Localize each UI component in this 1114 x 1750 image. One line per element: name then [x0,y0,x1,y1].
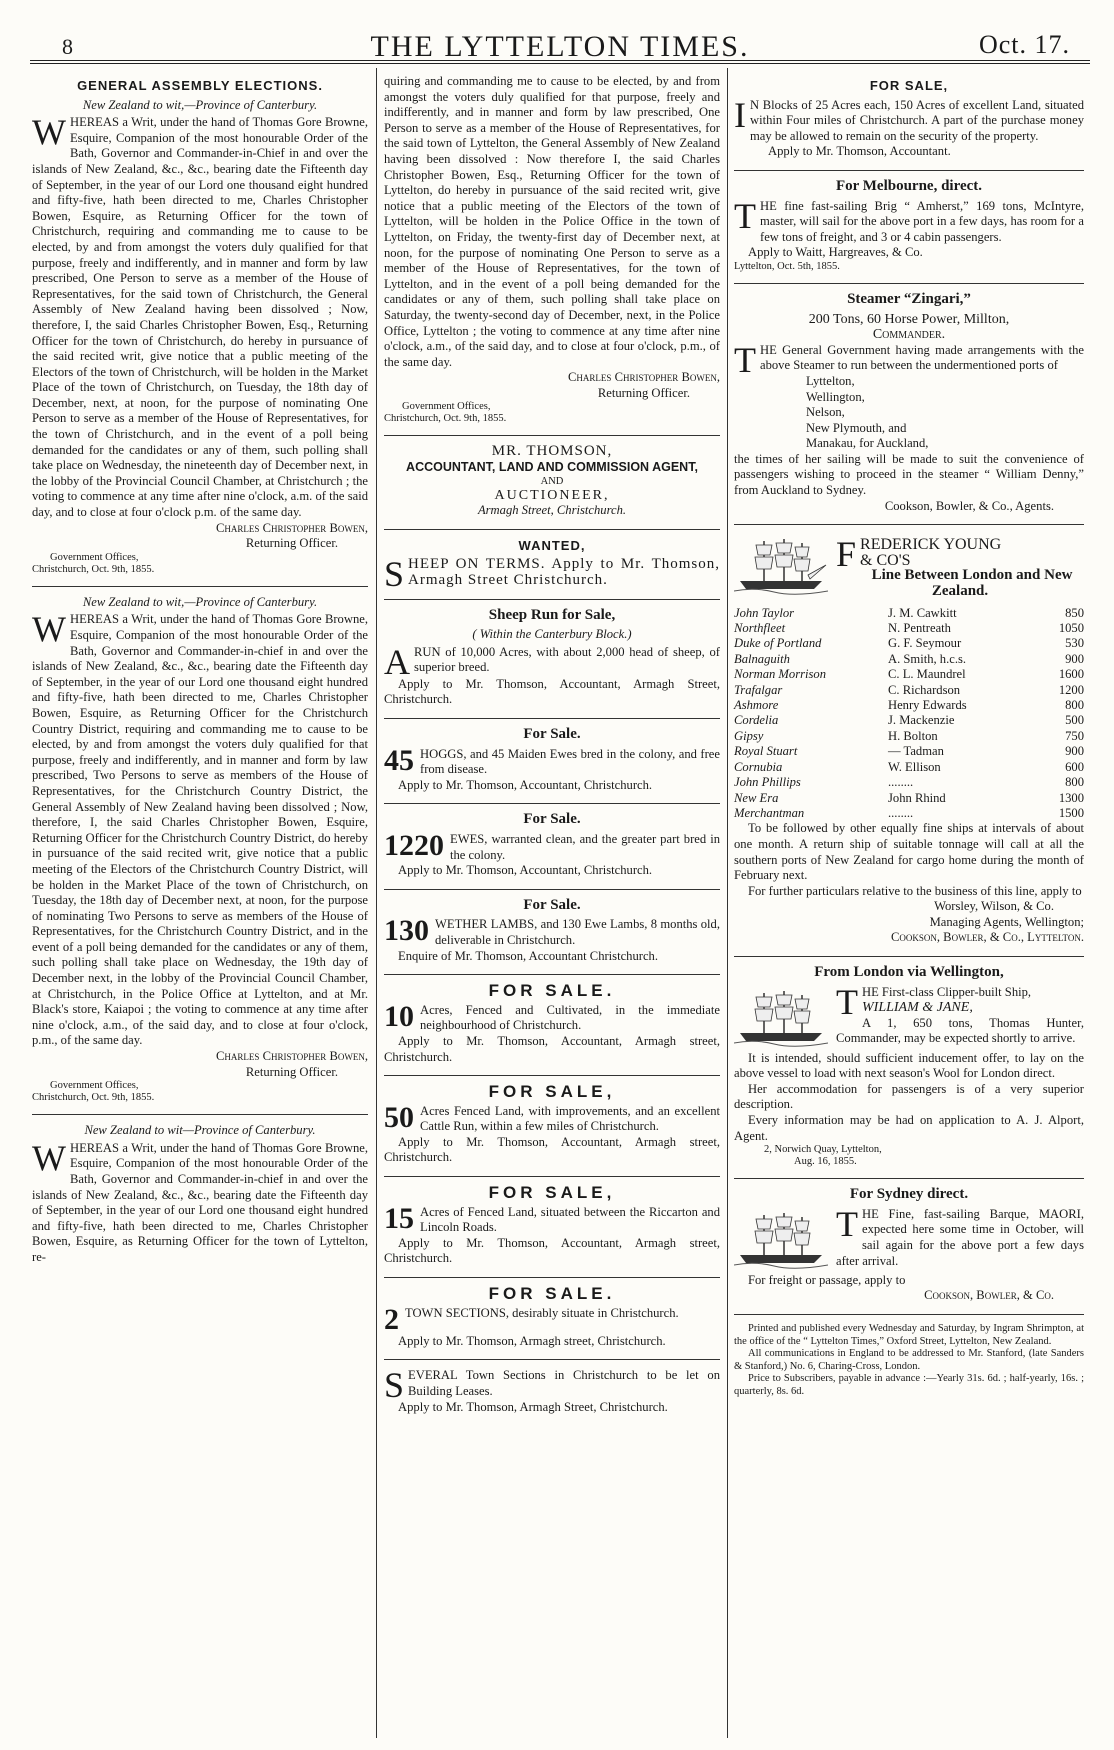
fleet-tonnage: 800 [1065,698,1084,713]
fleet-master: ........ [888,805,914,820]
fleet-tonnage: 500 [1065,713,1084,728]
fleet-table [734,606,1084,822]
column-2 [384,74,720,1426]
ad-heading: FOR SALE, [869,78,949,93]
fleet-master: ........ [888,775,914,790]
fleet-ship-name: Gipsy [734,728,764,743]
port-item: Wellington, [806,389,865,404]
ship-name: WILLIAM & JANE, [862,1000,973,1016]
ad-sheep-run [384,608,720,708]
fleet-tonnage: 900 [1065,651,1084,666]
masthead-rule [30,60,1090,61]
ad-apply: Apply to Mr. Thomson, Armagh street, Christchurch. [398,1333,666,1348]
section-heading: GENERAL ASSEMBLY ELECTIONS. [77,78,323,93]
ad-melbourne [734,179,1084,273]
divider [734,1314,1084,1315]
agent-role: ACCOUNTANT, LAND AND COMMISSION AGENT, [406,460,698,475]
fleet-tonnage: 850 [1065,605,1084,620]
fleet-master: J. M. Cawkitt [888,605,957,620]
fleet-tonnage: 1050 [1058,621,1084,636]
line-company: & CO'S [860,551,911,569]
drop-cap: W [32,1137,66,1178]
fleet-row [734,744,1084,759]
signature-title: Returning Officer. [597,385,690,400]
and-text: AND [540,475,564,487]
agent-line: Worsley, Wilson, & Co. [934,899,1054,914]
fleet-ship-name: Royal Stuart [734,744,798,759]
ad-50-acres [384,1084,720,1166]
ad-heading: FOR SALE, [488,1183,616,1203]
fleet-ship-name: Trafalgar [734,682,783,697]
ad-apply: Apply to Mr. Thomson, Accountant, Armagh street, Christchurch. [384,1235,720,1266]
signature-title: Returning Officer. [245,1064,338,1079]
notice-subheading: New Zealand to wit,—Province of Canterbury. [82,594,318,609]
divider [384,889,720,890]
drop-cap: S [384,1365,405,1406]
fleet-master: C. L. Maundrel [888,667,966,682]
column-3 [734,74,1084,1398]
ad-wether-lambs [384,898,720,964]
port-list [734,374,1084,452]
divider [384,529,720,530]
ad-body: To be followed by other equally fine ships at intervals of about one month. A return ship of suitable tonnage will call at all the southern ports of New Zealand for cargo home during the month of February next. [734,821,1084,883]
office-date: Christchurch, Oct. 9th, 1855. [32,1092,155,1104]
fleet-master: — Tadman [888,744,944,759]
ad-body: TOWN SECTIONS, desirably situate in Christchurch. [405,1305,679,1320]
ad-heading: Steamer “Zingari,” [847,290,971,307]
fleet-master: J. Mackenzie [888,713,955,728]
election-notice-christchurch [32,98,368,576]
fleet-master: W. Ellison [888,759,941,774]
ad-body: Acres Fenced Land, with improvements, and an excellent Cattle Run, within a few miles of Christchurch. [420,1103,720,1134]
ad-body: HOGGS, and 45 Maiden Ewes bred in the colony, and free from disease. [420,746,720,777]
fleet-row [734,606,1084,621]
agent-line: Managing Agents, Wellington; [929,914,1084,929]
ad-sydney [734,1187,1084,1304]
ad-body-2: the times of her sailing will be made to suit the convenience of passengers wishing to proceed in the steamer “ William Denny,” from Auckland to Sydney. [734,451,1084,498]
ad-date: Lyttelton, Oct. 5th, 1855. [734,260,840,272]
fleet-ship-name: Northfleet [734,621,786,636]
election-notice-country [32,595,368,1104]
agent-line: Cookson, Bowler, & Co., Lyttelton. [890,930,1084,945]
imprint-line: All communications in England to be addressed to Mr. Stanford, (late Sanders & Stanford,) No. 6, Charing-Cross, London. [734,1348,1084,1372]
ad-body-3: Her accommodation for passengers is of a very superior description. [734,1081,1084,1112]
ad-address: 2, Norwich Quay, Lyttelton, [764,1144,882,1156]
fleet-row [734,667,1084,682]
lot-number: 50 [384,1100,414,1134]
fleet-row [734,683,1084,698]
fleet-master: G. F. Seymour [888,636,962,651]
fleet-master: Henry Edwards [888,698,967,713]
drop-cap: A [384,641,410,682]
ship-illustration [734,987,828,1049]
divider [734,1178,1084,1179]
ad-heading: For Sale. [523,896,581,913]
ad-hoggs [384,727,720,793]
divider [384,974,720,975]
fleet-row [734,621,1084,636]
ad-heading: For Sydney direct. [849,1186,969,1203]
ad-zingari [734,292,1084,514]
notice-body: quiring and commanding me to cause to be elected, by and from amongst the voters duly qualified for that purpose, freely and indifferently, and in manner and form by law prescribed, One Person to serve as a member of the House of Representatives, for the said town of Lyttelton, the General Assembly of New Zealand having been dissolved : Now therefore I, the said Charles Christopher Bowen, Esq., Returning Officer for the town of Lyttelton, do hereby in pursuance of the said recited writ, give notice that a public meeting of the Electors of the town of Lyttelton, will be holden in the Police Office in the town of Lyttelton, on Friday, the twenty-first day of December next, at noon, for the purpose of nominating One Person to serve as a member of the House of Representatives, for the town of Lyttelton, and in the event of a poll being demanded for the candidates or any of them, such polling shall take place on Saturday, the twenty-second day of December, next, in the Police Office, Lyttelton ; the voting to commence at any time after nine o'clock, a.m., of the said day, and to close at four o'clock, p.m., of the same day. [384,74,720,369]
fleet-master: H. Bolton [888,728,938,743]
ad-date: Aug. 16, 1855. [794,1156,857,1168]
steamer-details: 200 Tons, 60 Horse Power, Millton, [808,311,1010,327]
fleet-master: C. Richardson [888,682,961,697]
office-line: Government Offices, [50,551,139,563]
drop-cap: S [384,554,405,595]
ad-body: HE General Government having made arrangements with the above Steamer to run between the undermentioned ports of [760,342,1084,373]
ad-ewes [384,812,720,878]
divider [734,956,1084,957]
notice-subheading: New Zealand to wit—Province of Canterbury. [84,1123,316,1138]
page-number: 8 [62,34,73,59]
imprint-line: Printed and published every Wednesday and Saturday, by Ingram Shrimpton, at the office of the “ Lyttelton Times,” Oxford Street, Lyttelton, New Zealand. [734,1323,1084,1347]
ad-body: Acres, Fenced and Cultivated, in the immediate neighbourhood of Christchurch. [420,1002,720,1033]
ad-agents: Cookson, Bowler, & Co. [924,1288,1054,1303]
ad-apply: Apply to Waitt, Hargreaves, & Co. [748,245,923,260]
column-1 [32,74,368,1276]
port-item: Nelson, [806,405,845,420]
fleet-master: John Rhind [888,790,946,805]
ad-body-2: For further particulars relative to the business of this line, apply to [748,883,1082,898]
drop-cap: T [836,981,858,1022]
lot-number: 1220 [384,828,444,862]
fleet-master: A. Smith, h.c.s. [888,651,967,666]
ad-agents: Cookson, Bowler, & Co., Agents. [884,498,1054,513]
ad-town-sections [384,1286,720,1349]
notice-body: HEREAS a Writ, under the hand of Thomas Gore Browne, Esquire, Companion of the most honourable Order of the Bath, Governor and Commander-in-Chief in and over the islands of New Zealand, &c., &c., bearing date the Fifteenth day of September, in the year of our Lord one thousand eight hundred and fifty-five, hath been directed to me, Charles Christopher Bowen, Esquire, as Returning Officer for the town of Christchurch, requiring and commanding me to cause to be elected, by and from amongst the voters duly qualified for that purpose, freely and indifferently, and in manner and form by law prescribed, One Person to serve as a member of the House of Representatives, for the said town of Christchurch, the General Assembly of New Zealand having been dissolved ; Now, therefore, I, the said Charles Christopher Bowen, Esq., Returning Officer for the town of Christchurch, do hereby in pursuance of the said recited writ, give notice that a public meeting of the Electors of the town of Christchurch, will be holden in the Market Place of the town of Christchurch, on Tuesday, the 18th day of December, next, at noon, for the purpose of nominating One Person to serve as a member of the House of Representatives, for the town of Christchurch, and in the event of a poll being demanded for the candidates or any of them, such polling shall take place on Wednesday, the nineteenth day of December next, in the lobby of the Provincial Council Chamber, at Christchurch ; the voting to commence at any time after nine o'clock, a.m. of the said day, and to close at four o'clock p.m. of the same day. [32,115,368,520]
ad-building-leases [384,1365,720,1416]
signature: Charles Christopher Bowen, [568,370,720,385]
port-item: Manakau, for Auckland, [806,436,929,451]
ad-apply: Enquire of Mr. Thomson, Accountant Christchurch. [398,948,658,963]
masthead-rule-2 [30,63,1090,64]
fleet-row [734,760,1084,775]
divider [384,718,720,719]
port-item: Lyttelton, [806,373,855,388]
ad-apply: Apply to Mr. Thomson, Accountant, Armagh Street, Christchurch. [384,676,720,707]
masthead [30,18,1090,63]
fleet-ship-name: John Phillips [734,775,801,790]
line-route: Line Between London and New Zealand. [871,567,1073,600]
ad-body: Acres of Fenced Land, situated between the Riccarton and Lincoln Roads. [420,1204,720,1235]
fleet-ship-name: Duke of Portland [734,636,822,651]
fleet-ship-name: New Era [734,790,779,805]
fleet-tonnage: 1500 [1058,805,1084,820]
office-date: Christchurch, Oct. 9th, 1855. [32,563,155,575]
divider [384,1176,720,1177]
ad-heading: For Sale. [523,811,581,828]
port-item: New Plymouth, and [806,420,907,435]
notice-subheading: New Zealand to wit,—Province of Canterbury. [82,97,318,112]
divider [384,1075,720,1076]
drop-cap: W [32,112,66,153]
fleet-tonnage: 600 [1065,759,1084,774]
ad-frederick-young [734,533,1084,946]
drop-cap: T [836,1203,858,1244]
fleet-ship-name: Ashmore [734,698,779,713]
ad-heading: WANTED, [518,537,586,553]
ad-for-sale-blocks [734,78,1084,160]
fleet-tonnage: 1300 [1058,790,1084,805]
fleet-row [734,698,1084,713]
lot-number: 15 [384,1201,414,1235]
ad-apply: Apply to Mr. Thomson, Accountant. [768,144,951,159]
lot-number: 45 [384,743,414,777]
notice-body: HEREAS a Writ, under the hand of Thomas Gore Browne, Esquire, Companion of the most honourable Order of the Bath, Governor and Commander-in-chief in and over the islands of New Zealand, &c., &c., bearing date the Fifteenth day of September, in the year of our Lord one thousand eight hundred and fifty-five, hath been directed to me, Charles Christopher Bowen, Esquire, as Returning Officer for the town of Lyttelton, re- [32,1140,368,1264]
fleet-row [734,806,1084,821]
drop-cap: I [734,94,746,135]
ad-body-2: It is intended, should sufficient inducement offer, to lay on the above vessel to load with next season's Wool for London direct. [734,1050,1084,1081]
lot-number: 10 [384,999,414,1033]
ad-wanted [384,537,720,595]
ship-illustration [734,535,828,597]
ad-heading: For Sale. [523,726,581,742]
ad-body-4: Every information may be had on application to A. J. Alport, Agent. [734,1113,1084,1143]
ad-heading: FOR SALE, [488,1082,616,1102]
divider [32,586,368,587]
issue-date: Oct. 17. [978,30,1070,59]
imprint-line: Price to Subscribers, payable in advance :—Yearly 31s. 6d. ; half-yearly, 16s. ; quarterly, 8s. 6d. [734,1373,1084,1397]
fleet-tonnage: 1200 [1058,682,1084,697]
office-line: Government Offices, [402,401,491,413]
fleet-ship-name: Cornubia [734,759,783,774]
auctioneer-text: AUCTIONEER, [494,487,610,503]
ad-heading: From London via Wellington, [814,964,1004,981]
fleet-row [734,652,1084,667]
election-notice-continued [384,74,720,425]
column-divider [727,68,728,1738]
ad-body: HE fine fast-sailing Brig “ Amherst,” 169 tons, McIntyre, master, will sail for the above port in a few days, has room for a few tons of freight, and 3 or 4 cabin passengers. [760,198,1084,244]
drop-cap: W [32,609,66,650]
ad-heading: FOR SALE. [488,1284,616,1304]
ad-body: HEEP ON TERMS. Apply to Mr. Thomson, Armagh Street Christchurch. [408,556,720,589]
ad-body: HE Fine, fast-sailing Barque, MAORI, expected here some time in October, will sail again for the above port a few days after arrival. [836,1206,1084,1268]
divider [734,283,1084,284]
agent-name: MR. THOMSON, [491,443,613,460]
fleet-row [734,775,1084,790]
ad-apply: Apply to Mr. Thomson, Accountant, Armagh street, Christchurch. [384,1134,720,1165]
fleet-tonnage: 800 [1065,775,1084,790]
divider [384,599,720,600]
office-line: Government Offices, [50,1080,139,1092]
ad-heading: For Melbourne, direct. [835,177,983,194]
ad-apply: For freight or passage, apply to [748,1272,906,1287]
ship-illustration [734,1209,828,1271]
ad-body: EVERAL Town Sections in Christchurch to be let on Building Leases. [408,1368,720,1398]
lot-number: 2 [384,1302,399,1336]
signature: Charles Christopher Bowen, [216,1049,368,1064]
drop-cap: T [734,195,756,236]
ad-15-acres [384,1185,720,1267]
drop-cap: T [734,339,756,380]
divider [734,524,1084,525]
fleet-tonnage: 530 [1065,636,1084,651]
ad-subheading: ( Within the Canterbury Block.) [472,627,632,642]
fleet-ship-name: Norman Morrison [734,667,827,682]
ad-heading: FOR SALE. [488,981,616,1001]
lot-number: 130 [384,914,429,948]
divider [32,1114,368,1115]
fleet-tonnage: 900 [1065,744,1084,759]
column-divider [376,68,377,1738]
ad-london-wellington [734,965,1084,1168]
divider [384,1277,720,1278]
fleet-ship-name: Balnaguith [734,651,790,666]
fleet-ship-name: Cordelia [734,713,779,728]
election-notice-lyttelton [32,1123,368,1265]
agent-address: Armagh Street, Christchurch. [477,503,627,518]
ad-body: EWES, warranted clean, and the greater part bred in the colony. [450,831,720,862]
ad-body: N Blocks of 25 Acres each, 150 Acres of excellent Land, situated within Four miles of Christchurch. A part of the purchase money may be allowed to remain on the security of the property. [750,97,1084,143]
imprint [734,1323,1084,1398]
fleet-row [734,791,1084,806]
fleet-ship-name: John Taylor [734,605,795,620]
ad-10-acres [384,983,720,1065]
divider [384,435,720,436]
ad-apply: Apply to Mr. Thomson, Accountant, Christchurch. [398,777,653,792]
drop-cap: F [836,534,857,575]
divider [384,803,720,804]
fleet-tonnage: 750 [1065,728,1084,743]
ad-apply: Apply to Mr. Thomson, Accountant, Christchurch. [398,863,653,878]
ad-apply: Apply to Mr. Thomson, Armagh Street, Christchurch. [398,1400,668,1415]
office-date: Christchurch, Oct. 9th, 1855. [384,413,507,425]
fleet-row [734,636,1084,651]
fleet-master: N. Pentreath [888,621,951,636]
ad-apply: Apply to Mr. Thomson, Accountant, Armagh street, Christchurch. [384,1033,720,1064]
ad-body: A 1, 650 tons, Thomas Hunter, Commander, may be expected shortly to arrive. [836,1015,1084,1046]
line-name: REDERICK YOUNG [860,536,1002,554]
fleet-row [734,729,1084,744]
newspaper-title: THE LYTTELTON TIMES. [370,30,750,63]
ad-body: RUN of 10,000 Acres, with about 2,000 head of sheep, of superior breed. [414,644,720,675]
divider [384,1359,720,1360]
ad-heading: Sheep Run for Sale, [488,606,616,623]
ad-body: WETHER LAMBS, and 130 Ewe Lambs, 8 months old, deliverable in Christchurch. [435,917,720,947]
ad-body: HE First-class Clipper-built Ship, [862,984,1032,999]
divider [734,170,1084,171]
fleet-row [734,713,1084,728]
fleet-ship-name: Merchantman [734,805,805,820]
signature: Charles Christopher Bowen, [216,520,368,535]
thomson-card [384,444,720,518]
steamer-commander: Commander. [872,327,946,343]
fleet-tonnage: 1600 [1058,667,1084,682]
signature-title: Returning Officer. [245,536,338,551]
notice-body: HEREAS a Writ, under the hand of Thomas Gore Browne, Esquire, Companion of the most honourable Order of the Bath, Governor and Commander-in-chief in and over the islands of New Zealand, &c., &c., bearing date the Fifteenth day of September, in the year of our Lord one thousand eight hundred and fifty-five, hath been directed to me, Charles Christopher Bowen, Esquire, as Returning Officer for the Christchurch Country District, requiring and commanding me to cause to be elected, by and from amongst the voters duly qualified for that purpose, freely and indifferently, and in manner and form by law prescribed, Two Persons to serve as members of the House of Representatives, for the Christchurch Country District, the General Assembly of New Zealand having been dissolved ; Now, therefore, I, the said Charles Christopher Bowen, Esquire, Returning Officer for the Christchurch Country District, do hereby in pursuance of the said recited writ, give notice that a public meeting of the Electors of the Christchurch Country District, will be holden in the Market Place of the town of Christchurch, on Tuesday, the 18th day of December next, at noon, for the purpose of nominating Two Persons to serve as members of the House of Representatives, for the Christchurch Country District, and in the event of a poll being demanded for the candidates or any of them, such polling shall take place on Wednesday, the 19th day of December next, in the lobby of the Provincial Council Chamber, at Christchurch, in the Police Office at Lyttelton, and at Mr. Black's store, Kaiapoi ; the voting to commence at any time after nine o'clock, a.m., of the said day, and to close at four o'clock, p.m., of the same day. [32,612,368,1048]
